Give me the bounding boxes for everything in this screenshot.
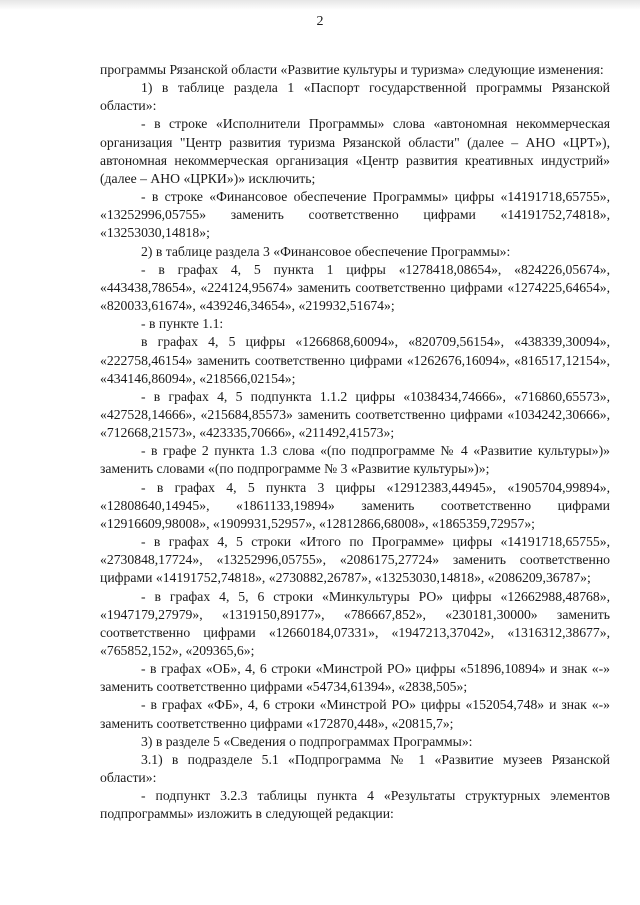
paragraph-subsection-5-1: 3.1) в подразделе 5.1 «Подпрограмма № 1 «Развитие музеев Рязанской области»:	[100, 751, 610, 786]
scan-edge	[0, 0, 640, 10]
paragraph-financing-row: - в строке «Финансовое обеспечение Программы» цифры «14191718,65755», «13252996,05755» заменить соответственно цифрами «14191752,74818», «13253030,14818»;	[100, 189, 610, 241]
paragraph-point-1: - в графах 4, 5 пункта 1 цифры «1278418,08654», «824226,05674», «443438,78654», «224124,95674» заменить соответственно цифрами «1274225,64654», «820033,61674», «439246,34654», «219932,51674»;	[100, 261, 610, 314]
paragraph-intro: программы Рязанской области «Развитие культуры и туризма» следующие изменения:	[100, 62, 604, 77]
paragraph-minkultury-row: - в графах 4, 5, 6 строки «Минкультуры РО» цифры «12662988,48768», «1947179,27979», «1319150,89177», «786667,852», «230181,30000» заменить соответственно цифрами «12660184,07331», «1947213,37042», «1316312,38677», «765852,152», «209365,6»;	[100, 588, 610, 658]
document-body	[100, 61, 610, 824]
paragraph-point-1-3: - в графе 2 пункта 1.3 слова «(по подпрограмме № 4 «Развитие культуры»)» заменить словами «(по подпрограмме № 3 «Развитие культуры»)»;	[100, 443, 610, 477]
paragraph-executors-row: - в строке «Исполнители Программы» слова «автономная некоммерческая организация "Центр развития туризма Рязанской области" (далее – АНО «ЦРТ»), автономная некоммерческая организация «Центр развития креативных индустрий» (далее – АНО «ЦРКИ»)» исключить;	[100, 116, 610, 186]
paragraph-subpoint-1-1-2: - в графах 4, 5 подпункта 1.1.2 цифры «1038434,74666», «716860,65573», «427528,14666», «215684,85573» заменить соответственно цифрами «1034242,30666», «712668,21573», «423335,70666», «211492,41573»;	[100, 388, 610, 441]
paragraph-point-1-1-header: - в пункте 1.1:	[141, 316, 224, 332]
paragraph-total-row: - в графах 4, 5 строки «Итого по Программе» цифры «14191718,65755», «2730848,17724», «13252996,05755», «2086175,27724» заменить соответственно цифрами «14191752,74818», «2730882,26787», «13253030,14818», «2086209,36787»;	[100, 534, 610, 586]
page-number: 2	[316, 14, 324, 29]
paragraph-minstroy-ob-row: - в графах «ОБ», 4, 6 строки «Минстрой РО» цифры «51896,10894» и знак «-» заменить соответственно цифрами «54734,61394», «2838,505»;	[100, 661, 610, 695]
paragraph-point-1-1: в графах 4, 5 цифры «1266868,60094», «820709,56154», «438339,30094», «222758,46154» заменить соответственно цифрами «1262676,16094», «816517,12154», «434146,86094», «218566,02154»;	[100, 334, 610, 386]
paragraph-item-3: 3) в разделе 5 «Сведения о подпрограммах Программы»:	[141, 733, 473, 749]
paragraph-subpoint-3-2-3: - подпункт 3.2.3 таблицы пункта 4 «Результаты структурных элементов подпрограммы» изложить в следующей редакции:	[100, 788, 610, 822]
paragraph-point-3: - в графах 4, 5 пункта 3 цифры «12912383,44945», «1905704,99894», «12808640,14945», «1861133,19894» заменить соответственно цифрами «12916609,98008», «1909931,52957», «12812866,68008», «1865359,72957»;	[100, 479, 610, 531]
paragraph-minstroy-fb-row: - в графах «ФБ», 4, 6 строки «Минстрой РО» цифры «152054,748» и знак «-» заменить соответственно цифрами «172870,448», «20815,7»;	[100, 697, 610, 731]
paragraph-item-2: 2) в таблице раздела 3 «Финансовое обеспечение Программы»:	[141, 243, 511, 259]
paragraph-item-1: 1) в таблице раздела 1 «Паспорт государственной программы Рязанской области»:	[100, 80, 610, 114]
